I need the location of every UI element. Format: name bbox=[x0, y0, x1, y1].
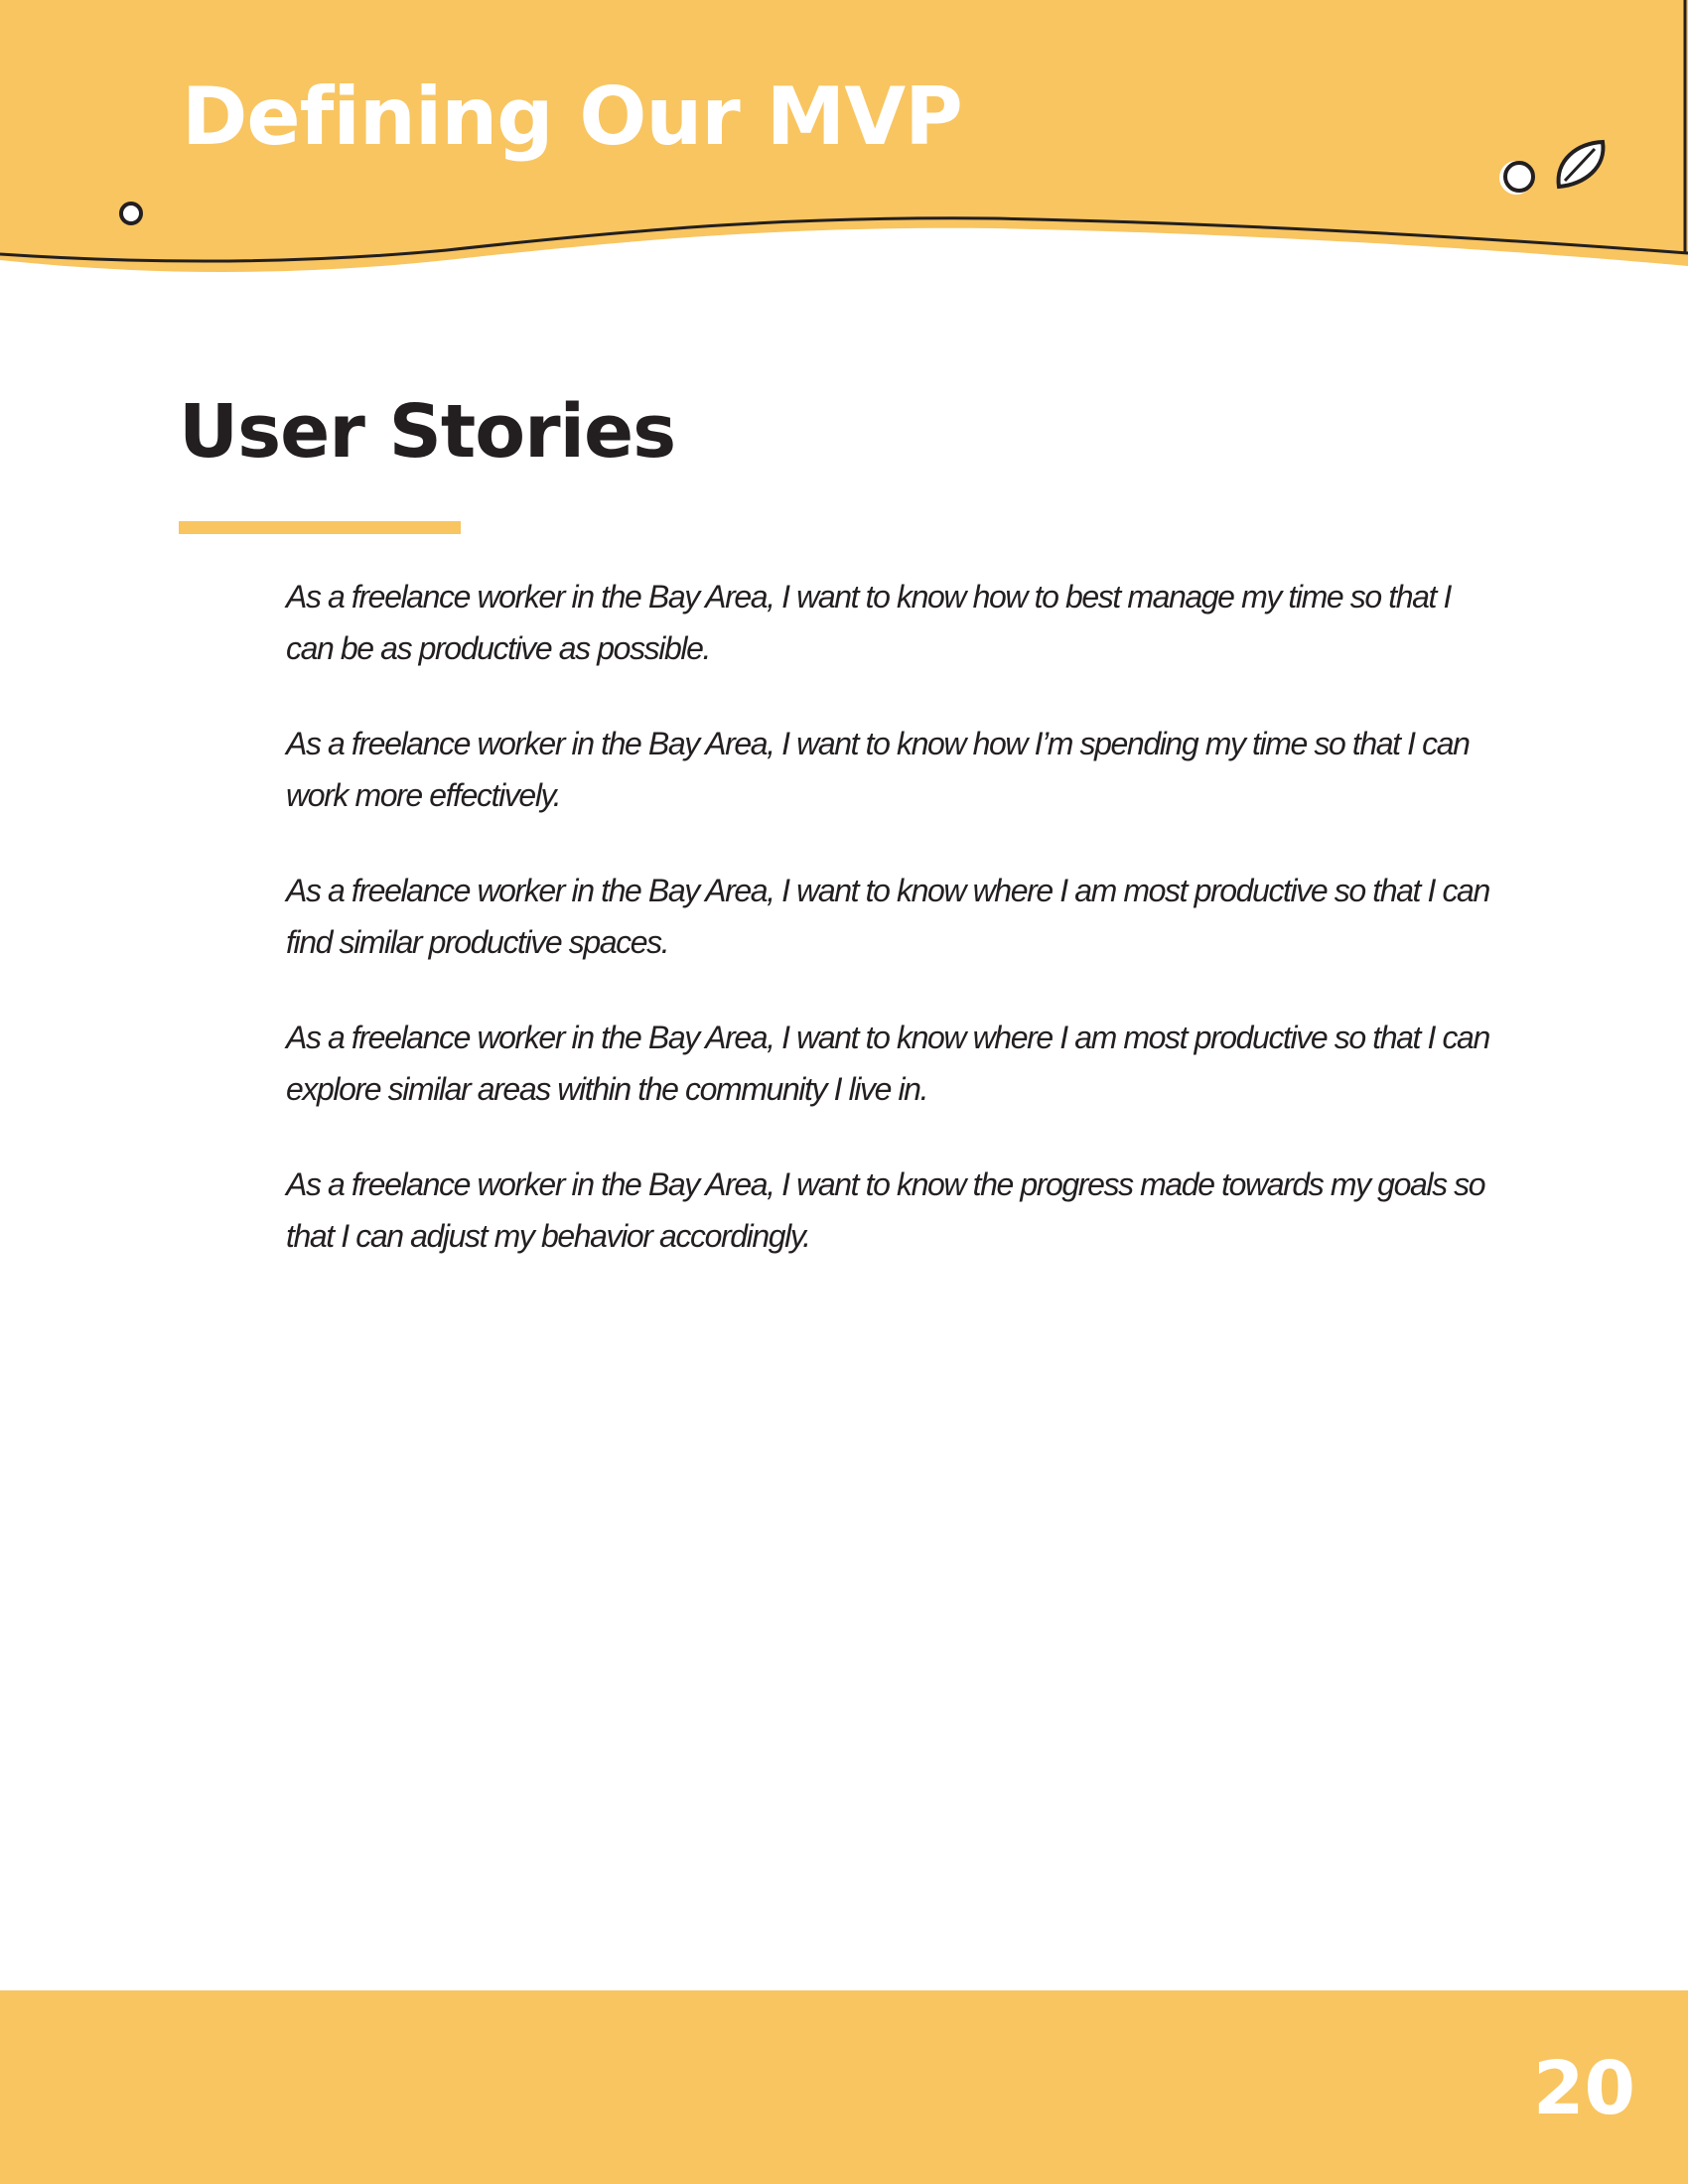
circle-icon bbox=[1499, 161, 1533, 195]
heading-underline bbox=[179, 521, 461, 534]
user-story: As a freelance worker in the Bay Area, I want to know the progress made towards my goals so that I can adjust my behavior accordingly. bbox=[286, 1166, 1485, 1254]
page-number: 20 bbox=[1533, 2046, 1635, 2131]
circle-icon bbox=[121, 204, 141, 223]
user-story: As a freelance worker in the Bay Area, I want to know how to best manage my time so that I can be as productive as possible. bbox=[286, 579, 1452, 666]
user-story: As a freelance worker in the Bay Area, I want to know where I am most productive so that I can find similar productive spaces. bbox=[286, 873, 1489, 960]
page-title: Defining Our MVP bbox=[182, 70, 962, 163]
user-story: As a freelance worker in the Bay Area, I want to know where I am most productive so that I can explore similar areas within the community I live in. bbox=[286, 1020, 1489, 1107]
footer-band bbox=[0, 1990, 1688, 2184]
user-story: As a freelance worker in the Bay Area, I want to know how I’m spending my time so that I can work more effectively. bbox=[286, 726, 1470, 813]
section-heading: User Stories bbox=[179, 389, 676, 475]
user-stories-list bbox=[286, 571, 1497, 1305]
